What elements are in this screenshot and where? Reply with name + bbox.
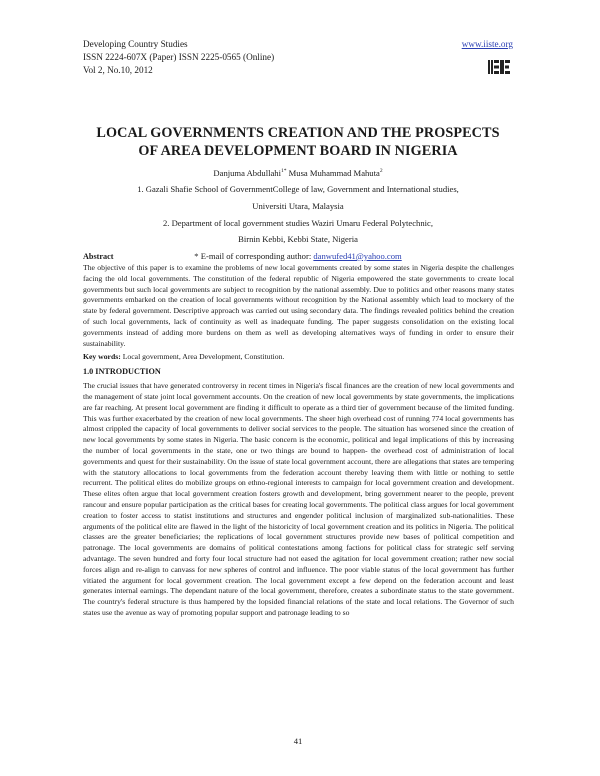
abstract-heading: Abstract bbox=[83, 252, 114, 261]
author-1: Danjuma Abdullahi bbox=[213, 167, 281, 178]
affiliation-2-line-1: 2. Department of local government studies Waziri Umaru Federal Polytechnic, bbox=[162, 217, 433, 228]
affiliation-1-line-2: Universiti Utara, Malaysia bbox=[252, 201, 344, 212]
affiliation-1-line-1: 1. Gazali Shafie School of GovernmentCollege of law, Government and International studies, bbox=[137, 184, 459, 195]
page-number: 41 bbox=[293, 736, 303, 746]
abstract-text: The objective of this paper is to examine the problems of new local governments created by some states in Nigeria despite the challenges facing the old local governments. The constitution of the federal republic of Nigeria empowered the state governments to create local governments but such local governments are subject to recognition by the national assembly. Due to politics and other reasons many states governments embarked on the creation of local governments without recognition by the National assembly which lead to mockery of the state by federal government. Descriptive approach was carried out using secondary data. The findings revealed politics behind the creation of such local governments, lack of continuity as well as inadequate funding. The paper suggests consolidation on the existing local governments instead of adding more burdens on them as well as developing alternatives ways of funding in order to ensure their sustainability. bbox=[83, 263, 514, 348]
iiste-logo bbox=[487, 58, 511, 76]
paper-title bbox=[83, 124, 513, 160]
author-2: Musa Muhammad Mahuta bbox=[288, 167, 380, 178]
affiliation-2-line-2: Birnin Kebbi, Kebbi State, Nigeria bbox=[238, 234, 358, 245]
paper-body bbox=[83, 251, 514, 619]
author-2-sup: 2 bbox=[379, 168, 383, 174]
journal-url-link[interactable]: www.iiste.org bbox=[461, 39, 513, 49]
introduction-text: The crucial issues that have generated controversy in recent times in Nigeria's fiscal finances are the creation of new local governments and the management of state joint local government accounts. On the creation of new local governments by state governments, the implications are far reaching. At present local government are finding it difficult to operate as a third tier of government because of the limited funding. This was further exacerbated by the creation of new local governments. The sheer high overhead cost of running 774 local governments has almost crippled the capacity of local governments to deliver social services to the people. The situation has worsened since the creation of new local governments by some states in Nigeria. The basic concern is the economic, political and legal implications of this by increasing the number of local governments in the state, one or two things are bound to happen- the overhead cost of administration of local governments and quest for their sustainability. On the issue of state local government account, there are allegations that states are tempering with the statutory allocations to local governments from the federation account thereby leaving them with little or nothing to settle recurrent. The political elites do mobilize groups on ethno-regional interests to campaign for local government creation and development. These elites often argue that local government creation fosters growth and development, bring government nearer to the people, prevent rancour and ensure popular participation as the critical bases for creating local governments. The political class argues for local government creation to foster access to statist institutions and structures and engender political inclusion of marginalized sub-nationalities. These arguments of the political elite are flawed in the light of the historicity of local government creation and its politics in Nigeria. The political classes are the greater beneficiaries; the replications of local government structures provide new bases of political competition and patronage. The local governments are domains of political contestations among factions for political class for strategic self serving advantage. The seven hundred and forty four local structure had not eased the agitation for local government creation; rather new social forces align and re-align to canvass for new spheres of control and influence. The poor viable status of the local government has further vitiated the argument for local government creation. The local government except a few depend on the federation account and least generates internal earnings. The dependant nature of the local government, therefore, creates a subordinate status to the state government. The country's federal structure is thus hampered by the lopsided financial relations of the state and local relations. The Governor of such states use the avenue as way of promoting popular support and patronage leading to so bbox=[83, 381, 514, 617]
author-block bbox=[83, 163, 513, 264]
title-line-1: LOCAL GOVERNMENTS CREATION AND THE PROSPECTS bbox=[96, 125, 500, 141]
journal-issn: ISSN 2224-607X (Paper) ISSN 2225-0565 (Online) bbox=[83, 52, 275, 62]
author-names bbox=[83, 163, 513, 181]
journal-volume: Vol 2, No.10, 2012 bbox=[83, 65, 153, 75]
title-line-2: OF AREA DEVELOPMENT BOARD IN NIGERIA bbox=[138, 143, 458, 159]
keywords-line bbox=[83, 352, 514, 363]
email-label: * E-mail of corresponding author: bbox=[194, 250, 312, 261]
keywords-label: Key words: bbox=[83, 352, 121, 362]
journal-header bbox=[83, 38, 513, 77]
keywords-text: Local government, Area Development, Constitution. bbox=[122, 352, 285, 362]
journal-name: Developing Country Studies bbox=[83, 39, 188, 49]
email-link[interactable]: danwufed41@yahoo.com bbox=[313, 250, 402, 261]
introduction-heading: 1.0 INTRODUCTION bbox=[83, 367, 161, 377]
author-1-sup: 1* bbox=[280, 168, 287, 174]
